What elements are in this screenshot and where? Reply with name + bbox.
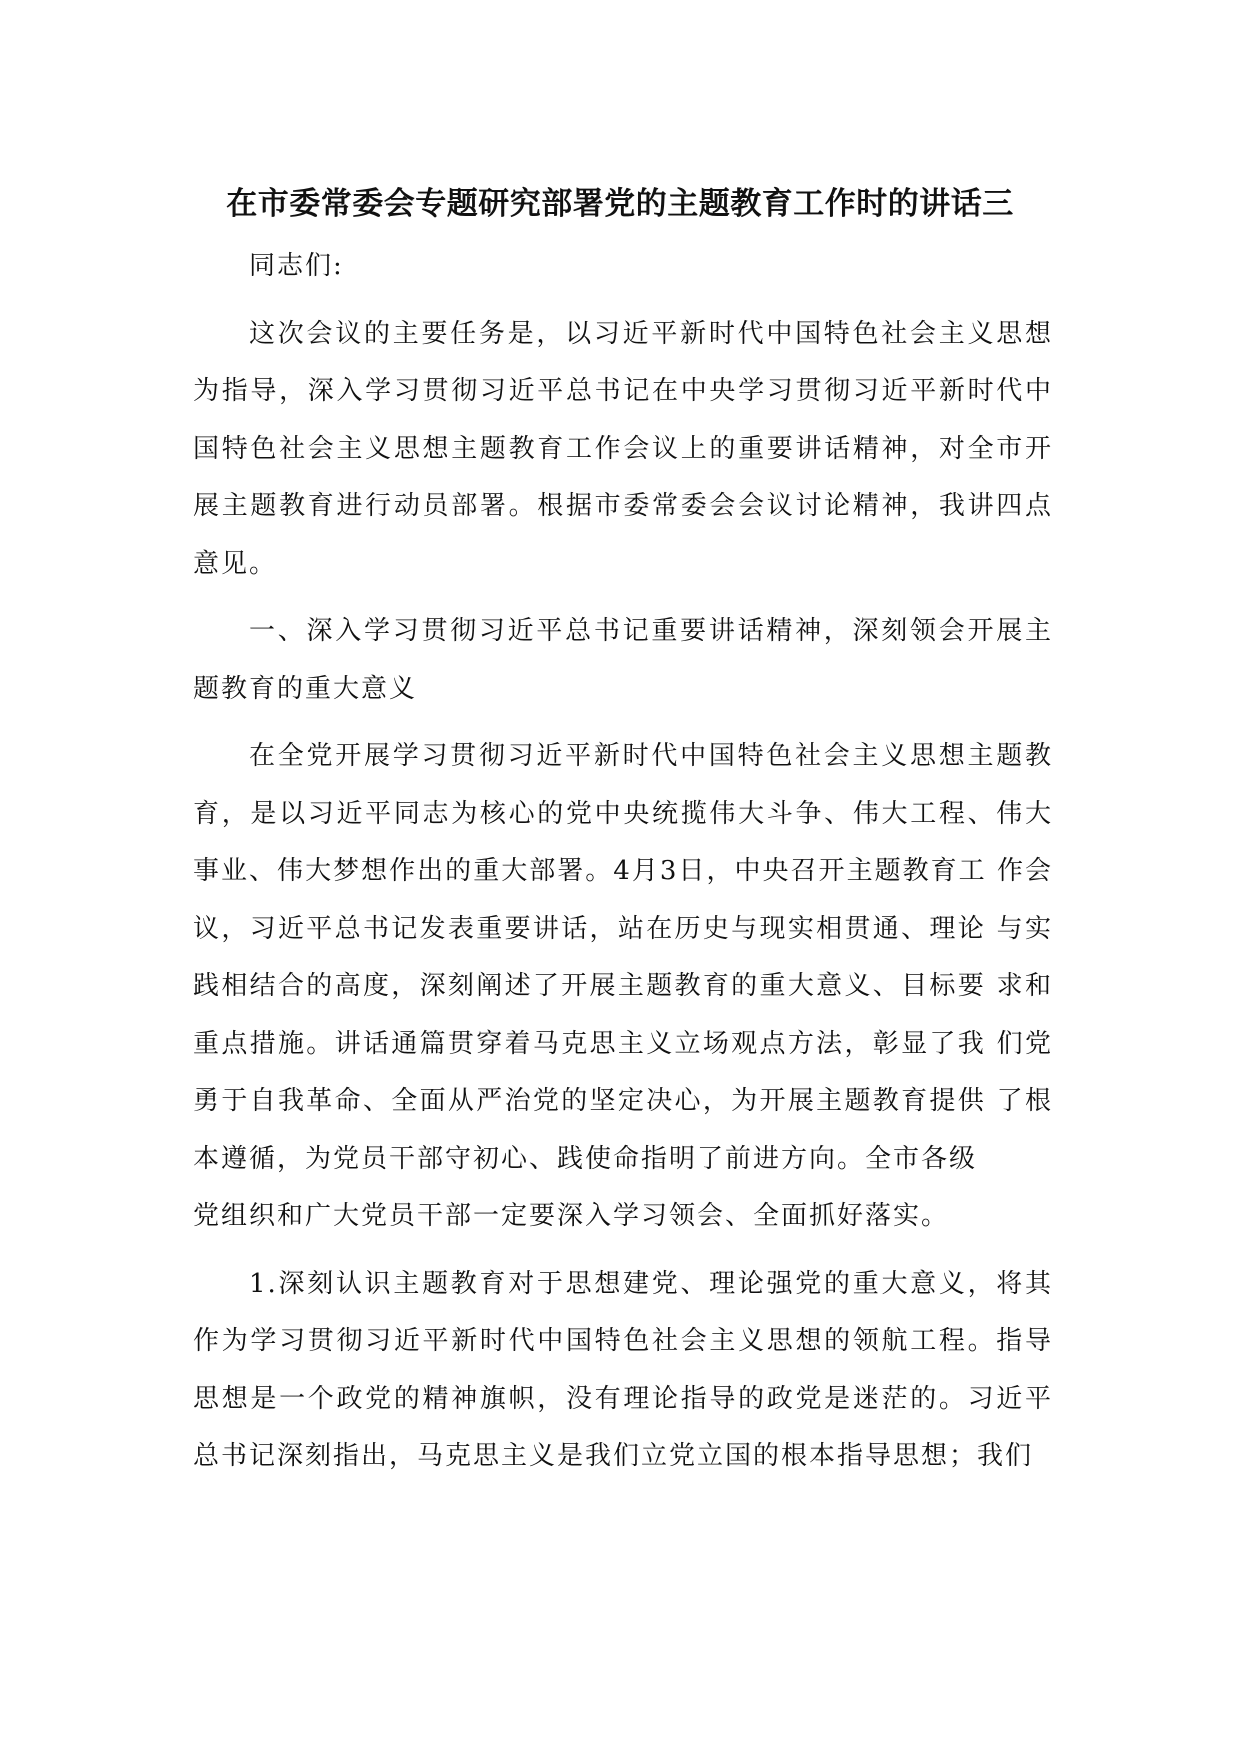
- section-1-paragraph-continued: 党组织和广大党员干部一定要深入学习领会、全面抓好落实。: [193, 1201, 950, 1231]
- section-heading-1: 一、深入学习贯彻习近平总书记重要讲话精神，深刻领会开展主题教育的重大意义: [193, 616, 1053, 704]
- salutation: 同志们:: [249, 251, 344, 281]
- document-title: 在市委常委会专题研究部署党的主题教育工作时的讲话三: [226, 186, 1014, 222]
- intro-paragraph: 这次会议的主要任务是，以习近平新时代中国特色社会主义思想为指导，深入学习贯彻习近平总书记在中央学习贯彻习近平新时代中国特色社会主义思想主题教育工作会议上的重要讲话精神，对全市开展主题教育进行动员部署。根据市委常委会会议讨论精神，我讲四点意见。: [193, 318, 1053, 579]
- section-1-paragraph: 在全党开展学习贯彻习近平新时代中国特色社会主义思想主题教育，是以习近平同志为核心的党中央统揽伟大斗争、伟大工程、伟大事业、伟大梦想作出的重大部署。4月3日，中央召开主题教育工 作会议，习近平总书记发表重要讲话，站在历史与现实相贯通、理论 与实践相结合的高度，深刻阐述了开展主题教育的重大意义、目标要 求和重点措施。讲话通篇贯穿着马克思主义立场观点方法，彰显了我 们党勇于自我革命、全面从严治党的坚定决心，为开展主题教育提供 了根本遵循，为党员干部守初心、践使命指明了前进方向。全市各级: [193, 741, 1053, 1174]
- document-body: [193, 238, 1053, 1486]
- point-1-paragraph: 1.深刻认识主题教育对于思想建党、理论强党的重大意义，将其作为学习贯彻习近平新时代中国特色社会主义思想的领航工程。指导思想是一个政党的精神旗帜，没有理论指导的政党是迷茫的。习近平总书记深刻指出，马克思主义是我们立党立国的根本指导思想；我们: [193, 1268, 1053, 1471]
